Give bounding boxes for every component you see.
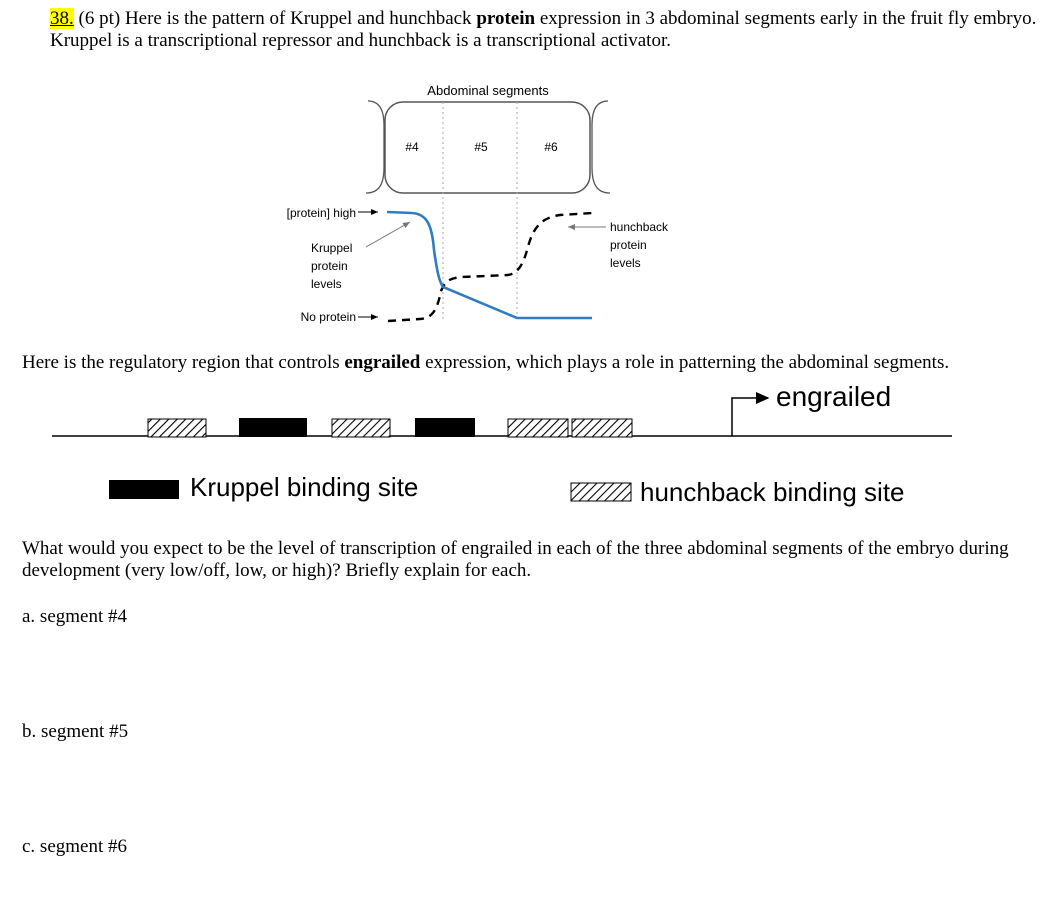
question-prompt: What would you expect to be the level of transcription of engrailed in each of the three abdominal segments of the embryo during development (very low/off, low, or high)? Briefly explain for each. [22, 538, 1009, 581]
hunchback-site [148, 419, 206, 437]
legend-kruppel-text: Kruppel binding site [190, 472, 419, 502]
part-b-label: b. segment #5 [22, 721, 129, 742]
question-points: (6 pt) [78, 8, 121, 29]
y-high-label: [protein] high [286, 206, 356, 220]
figure-title: Abdominal segments [427, 83, 549, 98]
regulatory-intro-before: Here is the regulatory region that controls [22, 352, 340, 373]
hunchback-site [332, 419, 390, 437]
question-bold-word: protein [476, 8, 536, 29]
part-c-label: c. segment #6 [22, 836, 128, 857]
regulatory-intro-after: expression, which plays a role in patterning the abdominal segments. [425, 352, 950, 373]
kruppel-curve [387, 212, 592, 318]
gene-label: engrailed [776, 381, 892, 412]
kruppel-pointer [366, 222, 410, 247]
question-text-before: Here is the pattern of Kruppel and hunchback [124, 8, 472, 29]
question-text-after: expression in 3 abdominal segments early in the fruit fly embryo. Kruppel is a transcriptional repressor and hunchback is a transcriptional activator. [50, 8, 1037, 51]
part-a-label: a. segment #4 [22, 606, 128, 627]
segment-label-4: #4 [405, 140, 419, 154]
left-brace [366, 101, 384, 193]
regulatory-intro-bold: engrailed [344, 352, 421, 373]
y-low-label: No protein [300, 310, 356, 324]
protein-expression-figure [0, 75, 1058, 335]
regulatory-region-diagram [0, 375, 1058, 520]
hunchback-curve [388, 213, 592, 321]
kruppel-site [415, 418, 475, 437]
kruppel-site [239, 418, 307, 437]
kruppel-label: Kruppel protein levels [311, 241, 353, 291]
hunchback-site [508, 419, 568, 437]
transcription-start-arrow [732, 398, 768, 436]
segment-label-5: #5 [474, 140, 488, 154]
question-text [50, 8, 1040, 52]
question-number: 38. [50, 8, 74, 29]
regulatory-intro [22, 352, 1042, 374]
legend-hunchback-text: hunchback binding site [640, 477, 905, 507]
segment-label-6: #6 [544, 140, 558, 154]
right-brace [592, 101, 610, 193]
legend-hunchback-swatch [571, 483, 631, 501]
legend-kruppel-swatch [109, 480, 179, 499]
hunchback-label: hunchback protein levels [610, 220, 669, 270]
hunchback-site [572, 419, 632, 437]
